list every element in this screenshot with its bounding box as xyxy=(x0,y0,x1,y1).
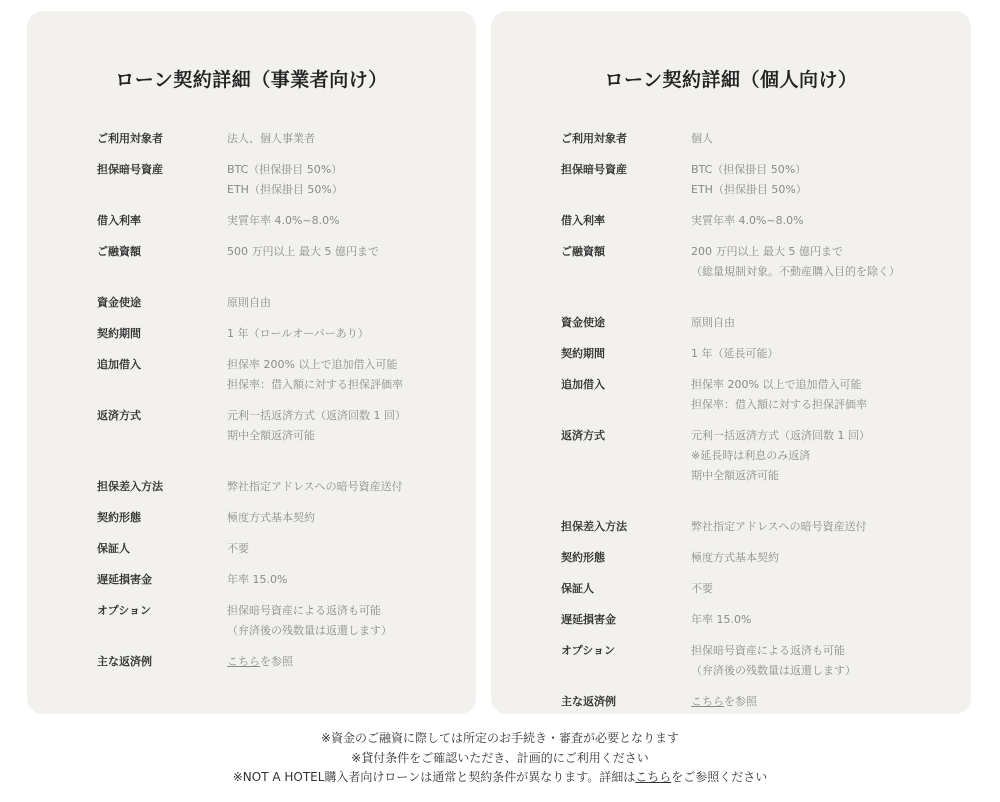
detail-value-line: 弊社指定アドレスへの暗号資産送付 xyxy=(227,480,403,493)
personal-detail-row xyxy=(561,610,951,630)
personal-loan-card xyxy=(491,11,971,714)
detail-label: 資金使途 xyxy=(561,316,605,329)
detail-value-line: 実質年率 4.0%~8.0% xyxy=(227,214,340,227)
detail-value xyxy=(691,160,807,200)
detail-value-line: 極度方式基本契約 xyxy=(227,511,315,524)
detail-value xyxy=(691,211,804,231)
detail-value xyxy=(227,601,392,641)
detail-value-line: 不要 xyxy=(227,542,249,555)
detail-value-line: 担保暗号資産による返済も可能 xyxy=(227,604,381,617)
detail-label: 担保差入方法 xyxy=(97,480,163,493)
detail-value xyxy=(691,344,779,364)
business-detail-row xyxy=(97,293,456,313)
personal-detail-row xyxy=(561,160,951,200)
detail-label: ご融資額 xyxy=(561,245,605,258)
personal-detail-row xyxy=(561,548,951,568)
personal-detail-row xyxy=(561,426,951,486)
repayment-example-link[interactable]: こちら xyxy=(691,695,724,708)
detail-label: 保証人 xyxy=(97,542,130,555)
detail-label: ご利用対象者 xyxy=(561,132,627,145)
detail-value xyxy=(691,426,870,486)
detail-label: 担保暗号資産 xyxy=(561,163,627,176)
detail-value xyxy=(691,129,713,149)
detail-value xyxy=(227,293,271,313)
business-detail-row xyxy=(97,652,456,672)
detail-label: ご利用対象者 xyxy=(97,132,163,145)
personal-detail-row xyxy=(561,344,951,364)
detail-value-line: 実質年率 4.0%~8.0% xyxy=(691,214,804,227)
personal-detail-row xyxy=(561,313,951,333)
detail-value-line: BTC（担保掛目 50%） xyxy=(691,163,807,176)
business-detail-row xyxy=(97,508,456,528)
detail-value-line: ETH（担保掛目 50%） xyxy=(227,183,343,196)
business-loan-card xyxy=(27,11,476,714)
detail-label: 借入利率 xyxy=(97,214,141,227)
personal-details-list xyxy=(561,129,951,723)
personal-detail-row xyxy=(561,242,951,282)
detail-value-line: 元利一括返済方式（返済回数 1 回） xyxy=(691,429,870,442)
business-detail-row xyxy=(97,129,456,149)
detail-value-line: 弊社指定アドレスへの暗号資産送付 xyxy=(691,520,867,533)
detail-value-line: 法人、個人事業者 xyxy=(227,132,315,145)
detail-label: 資金使途 xyxy=(97,296,141,309)
business-detail-row xyxy=(97,160,456,200)
detail-value xyxy=(227,242,379,262)
detail-label: 遅延損害金 xyxy=(561,613,616,626)
footer-note-planning: ※貸付条件をご確認いただき、計画的にご利用ください xyxy=(351,750,649,765)
detail-label: ご融資額 xyxy=(97,245,141,258)
detail-value xyxy=(227,324,369,344)
detail-value xyxy=(691,641,856,681)
business-detail-row xyxy=(97,242,456,262)
detail-value xyxy=(691,610,751,630)
detail-value-line: 1 年（ロールオーバーあり） xyxy=(227,327,369,340)
detail-value-line: （弁済後の残数量は返還します） xyxy=(227,624,392,637)
business-detail-row xyxy=(97,539,456,559)
detail-value xyxy=(227,652,293,672)
business-detail-row xyxy=(97,355,456,395)
detail-value-line: （総量規制対象。不動産購入目的を除く） xyxy=(691,265,900,278)
detail-value-line: 1 年（延長可能） xyxy=(691,347,779,360)
detail-label: 契約期間 xyxy=(561,347,605,360)
detail-value-line: 担保率 200% 以上で追加借入可能 xyxy=(691,378,862,391)
detail-label: 契約形態 xyxy=(561,551,605,564)
footer-note-notahotel xyxy=(0,768,1000,788)
detail-value xyxy=(227,129,315,149)
detail-value-line: ※延長時は利息のみ返済 xyxy=(691,449,811,462)
detail-value-line: ETH（担保掛目 50%） xyxy=(691,183,807,196)
detail-value xyxy=(227,477,403,497)
detail-value xyxy=(227,539,249,559)
detail-value-line: 200 万円以上 最大 5 億円まで xyxy=(691,245,843,258)
detail-value-line xyxy=(227,652,293,672)
footer-notes xyxy=(0,729,1000,788)
detail-value-line: 不要 xyxy=(691,582,713,595)
detail-value xyxy=(691,242,900,282)
detail-value-line: 年率 15.0% xyxy=(227,573,288,586)
repayment-example-link[interactable]: こちら xyxy=(227,655,260,668)
detail-value xyxy=(227,355,403,395)
repayment-example-suffix: を参照 xyxy=(724,695,757,708)
personal-detail-row xyxy=(561,579,951,599)
detail-value-line xyxy=(691,692,757,712)
detail-label: 主な返済例 xyxy=(561,695,616,708)
footer-note-notahotel-text: ※NOT A HOTEL購入者向けローンは通常と契約条件が異なります。詳細は xyxy=(232,770,636,784)
detail-value-line: 担保率：借入額に対する担保評価率 xyxy=(227,378,403,391)
detail-label: 契約期間 xyxy=(97,327,141,340)
detail-value-line: BTC（担保掛目 50%） xyxy=(227,163,343,176)
detail-value xyxy=(227,406,406,446)
business-detail-row xyxy=(97,477,456,497)
detail-label: 返済方式 xyxy=(97,409,141,422)
detail-value xyxy=(227,211,340,231)
personal-detail-row xyxy=(561,375,951,415)
detail-value xyxy=(227,570,287,590)
detail-label: 遅延損害金 xyxy=(97,573,152,586)
detail-label: 保証人 xyxy=(561,582,594,595)
repayment-example-suffix: を参照 xyxy=(260,655,293,668)
business-detail-row xyxy=(97,324,456,344)
detail-label: 契約形態 xyxy=(97,511,141,524)
detail-value-line: 期中全額返済可能 xyxy=(691,469,779,482)
personal-detail-row xyxy=(561,641,951,681)
business-card-title: ローン契約詳細（事業者向け） xyxy=(115,69,388,91)
detail-value xyxy=(691,579,713,599)
detail-value xyxy=(691,375,867,415)
detail-value-line: （弁済後の残数量は返還します） xyxy=(691,664,856,677)
detail-label: 追加借入 xyxy=(561,378,605,391)
detail-value-line: 担保暗号資産による返済も可能 xyxy=(691,644,845,657)
detail-value-line: 担保率：借入額に対する担保評価率 xyxy=(691,398,867,411)
detail-value-line: 個人 xyxy=(691,132,713,145)
business-detail-row xyxy=(97,570,456,590)
detail-value-line: 年率 15.0% xyxy=(691,613,752,626)
detail-value xyxy=(691,517,867,537)
detail-value-line: 極度方式基本契約 xyxy=(691,551,779,564)
detail-value xyxy=(227,508,315,528)
footer-note-screening: ※資金のご融資に際しては所定のお手続き・審査が必要となります xyxy=(320,731,680,745)
detail-label: 担保差入方法 xyxy=(561,520,627,533)
business-detail-row xyxy=(97,406,456,446)
footer-details-link[interactable]: こちら xyxy=(635,770,672,784)
business-details-list xyxy=(97,129,456,683)
detail-value-line: 期中全額返済可能 xyxy=(227,429,315,442)
detail-label: オプション xyxy=(97,604,152,617)
detail-value-line: 原則自由 xyxy=(691,316,735,329)
detail-label: 追加借入 xyxy=(97,358,141,371)
detail-value xyxy=(691,313,735,333)
personal-detail-row xyxy=(561,129,951,149)
detail-value-line: 原則自由 xyxy=(227,296,271,309)
detail-value-line: 500 万円以上 最大 5 億円まで xyxy=(227,245,379,258)
business-detail-row xyxy=(97,601,456,641)
detail-label: 主な返済例 xyxy=(97,655,152,668)
detail-value xyxy=(691,548,779,568)
footer-note-notahotel-suffix: をご参照ください xyxy=(671,770,768,784)
personal-detail-row xyxy=(561,211,951,231)
detail-value xyxy=(227,160,343,200)
detail-value-line: 担保率 200% 以上で追加借入可能 xyxy=(227,358,398,371)
detail-label: オプション xyxy=(561,644,616,657)
detail-label: 借入利率 xyxy=(561,214,605,227)
personal-card-title: ローン契約詳細（個人向け） xyxy=(604,69,858,91)
detail-label: 担保暗号資産 xyxy=(97,163,163,176)
detail-label: 返済方式 xyxy=(561,429,605,442)
detail-value xyxy=(691,692,757,712)
business-detail-row xyxy=(97,211,456,231)
detail-value-line: 元利一括返済方式（返済回数 1 回） xyxy=(227,409,406,422)
personal-detail-row xyxy=(561,692,951,712)
personal-detail-row xyxy=(561,517,951,537)
